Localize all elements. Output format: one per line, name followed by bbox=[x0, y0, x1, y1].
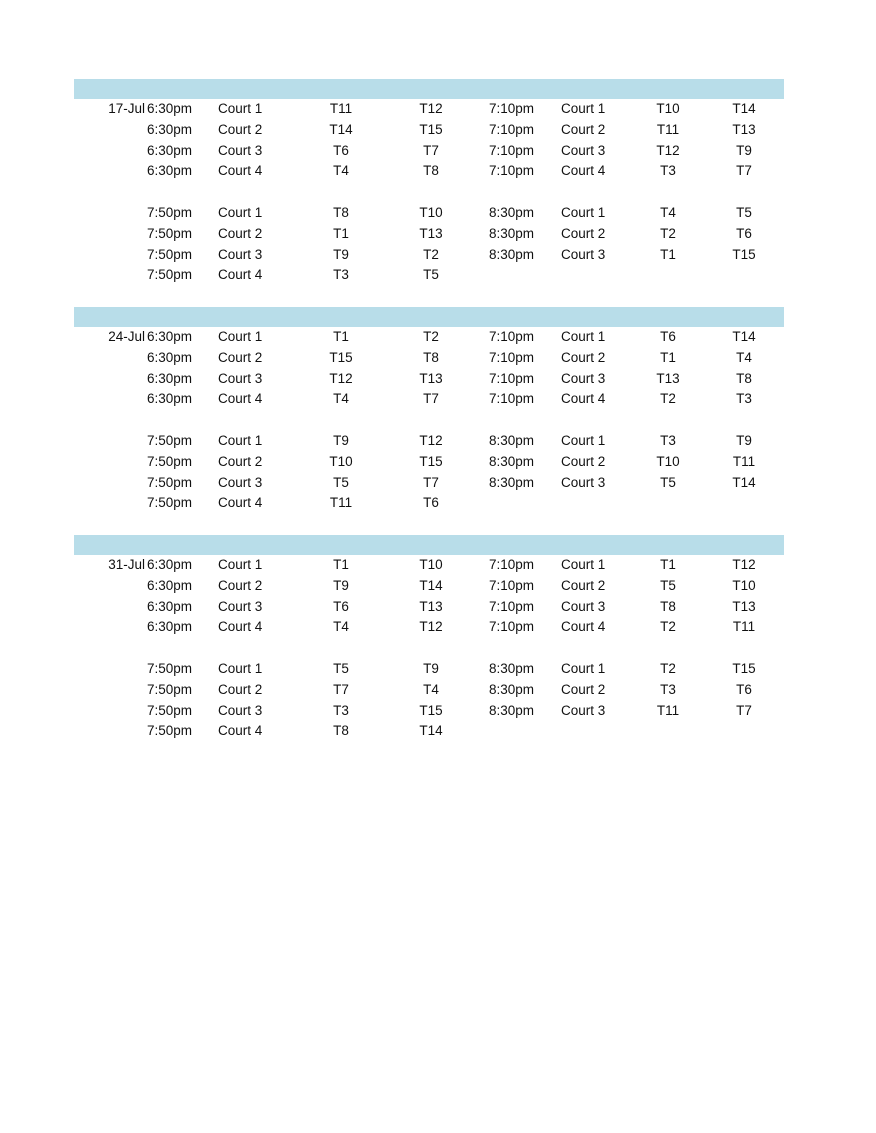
time-cell: 6:30pm bbox=[147, 370, 193, 386]
team-cell: T10 bbox=[419, 204, 443, 220]
time-cell: 7:50pm bbox=[147, 702, 193, 718]
team-cell: T14 bbox=[732, 101, 756, 116]
section-header-bar bbox=[74, 79, 784, 99]
court-cell: Court 2 bbox=[218, 121, 263, 137]
team-cell: T11 bbox=[656, 702, 680, 718]
team-cell: T9 bbox=[736, 142, 752, 158]
team-cell: T13 bbox=[419, 225, 443, 241]
team-cell: T1 bbox=[660, 246, 676, 262]
team-cell: T6 bbox=[423, 495, 439, 511]
team-cell: T13 bbox=[419, 598, 443, 614]
court-cell: Court 1 bbox=[561, 329, 606, 344]
court-cell: Court 1 bbox=[561, 557, 606, 572]
schedule-section-1 bbox=[74, 79, 784, 286]
time-cell: 7:10pm bbox=[489, 163, 535, 179]
court-cell: Court 2 bbox=[218, 349, 263, 365]
court-cell: Court 2 bbox=[561, 577, 606, 593]
team-cell: T8 bbox=[736, 370, 752, 386]
team-cell: T10 bbox=[656, 453, 680, 469]
table-row bbox=[74, 99, 784, 120]
date-cell: 24-Jul bbox=[108, 329, 145, 344]
team-cell: T4 bbox=[660, 204, 676, 220]
team-cell: T5 bbox=[736, 204, 752, 220]
team-cell: T6 bbox=[333, 142, 349, 158]
time-cell: 7:10pm bbox=[489, 370, 535, 386]
team-cell: T12 bbox=[419, 432, 443, 448]
time-cell: 8:30pm bbox=[489, 681, 535, 697]
table-row bbox=[74, 701, 784, 722]
team-cell: T13 bbox=[419, 370, 443, 386]
time-cell: 8:30pm bbox=[489, 702, 535, 718]
table-row bbox=[74, 721, 784, 742]
team-cell: T7 bbox=[423, 474, 439, 490]
team-cell: T2 bbox=[660, 225, 676, 241]
table-row bbox=[74, 161, 784, 182]
block-late bbox=[74, 203, 784, 286]
team-cell: T7 bbox=[333, 681, 349, 697]
court-cell: Court 1 bbox=[561, 660, 606, 676]
team-cell: T6 bbox=[333, 598, 349, 614]
team-cell: T6 bbox=[736, 681, 752, 697]
court-cell: Court 2 bbox=[218, 225, 263, 241]
court-cell: Court 4 bbox=[218, 163, 263, 179]
court-cell: Court 4 bbox=[218, 495, 263, 511]
table-row bbox=[74, 348, 784, 369]
court-cell: Court 3 bbox=[561, 142, 606, 158]
table-row bbox=[74, 431, 784, 452]
team-cell: T15 bbox=[419, 702, 443, 718]
time-cell: 7:10pm bbox=[489, 619, 535, 635]
time-cell: 7:10pm bbox=[489, 577, 535, 593]
table-row bbox=[74, 493, 784, 514]
court-cell: Court 1 bbox=[218, 660, 263, 676]
court-cell: Court 3 bbox=[218, 246, 263, 262]
team-cell: T11 bbox=[329, 495, 353, 511]
team-cell: T4 bbox=[736, 349, 752, 365]
time-cell: 7:50pm bbox=[147, 204, 193, 220]
team-cell: T10 bbox=[732, 577, 756, 593]
court-cell: Court 2 bbox=[561, 349, 606, 365]
team-cell: T14 bbox=[419, 723, 443, 739]
table-row bbox=[74, 389, 784, 410]
team-cell: T15 bbox=[732, 660, 756, 676]
court-cell: Court 4 bbox=[561, 163, 606, 179]
table-row bbox=[74, 203, 784, 224]
block-early bbox=[74, 555, 784, 638]
team-cell: T1 bbox=[660, 349, 676, 365]
team-cell: T2 bbox=[660, 619, 676, 635]
court-cell: Court 4 bbox=[218, 267, 263, 283]
time-cell: 6:30pm bbox=[147, 101, 193, 116]
team-cell: T2 bbox=[660, 391, 676, 407]
court-cell: Court 2 bbox=[561, 681, 606, 697]
court-cell: Court 3 bbox=[218, 142, 263, 158]
team-cell: T7 bbox=[736, 163, 752, 179]
time-cell: 7:10pm bbox=[489, 598, 535, 614]
team-cell: T10 bbox=[656, 101, 680, 116]
team-cell: T11 bbox=[732, 619, 756, 635]
spacer-row bbox=[74, 410, 784, 431]
section-header-bar bbox=[74, 535, 784, 555]
court-cell: Court 3 bbox=[561, 474, 606, 490]
team-cell: T7 bbox=[423, 391, 439, 407]
court-cell: Court 4 bbox=[561, 619, 606, 635]
time-cell: 7:50pm bbox=[147, 246, 193, 262]
table-row bbox=[74, 245, 784, 266]
table-row bbox=[74, 369, 784, 390]
team-cell: T5 bbox=[660, 577, 676, 593]
time-cell: 8:30pm bbox=[489, 246, 535, 262]
court-cell: Court 2 bbox=[218, 453, 263, 469]
team-cell: T15 bbox=[419, 121, 443, 137]
time-cell: 6:30pm bbox=[147, 121, 193, 137]
table-row bbox=[74, 680, 784, 701]
team-cell: T3 bbox=[736, 391, 752, 407]
time-cell: 8:30pm bbox=[489, 225, 535, 241]
date-cell: 17-Jul bbox=[108, 101, 145, 116]
time-cell: 7:10pm bbox=[489, 142, 535, 158]
schedule-section-2 bbox=[74, 307, 784, 514]
team-cell: T2 bbox=[423, 246, 439, 262]
table-row bbox=[74, 659, 784, 680]
team-cell: T6 bbox=[736, 225, 752, 241]
court-cell: Court 2 bbox=[218, 681, 263, 697]
table-row bbox=[74, 120, 784, 141]
team-cell: T1 bbox=[333, 557, 349, 572]
team-cell: T4 bbox=[333, 619, 349, 635]
team-cell: T13 bbox=[732, 598, 756, 614]
team-cell: T4 bbox=[333, 163, 349, 179]
court-cell: Court 4 bbox=[218, 619, 263, 635]
team-cell: T4 bbox=[333, 391, 349, 407]
team-cell: T6 bbox=[660, 329, 676, 344]
court-cell: Court 3 bbox=[561, 598, 606, 614]
table-row bbox=[74, 141, 784, 162]
team-cell: T9 bbox=[333, 432, 349, 448]
team-cell: T8 bbox=[423, 163, 439, 179]
team-cell: T7 bbox=[423, 142, 439, 158]
spacer-row bbox=[74, 638, 784, 659]
team-cell: T7 bbox=[736, 702, 752, 718]
team-cell: T9 bbox=[423, 660, 439, 676]
team-cell: T4 bbox=[423, 681, 439, 697]
team-cell: T5 bbox=[333, 474, 349, 490]
time-cell: 7:10pm bbox=[489, 349, 535, 365]
team-cell: T1 bbox=[333, 225, 349, 241]
team-cell: T9 bbox=[333, 577, 349, 593]
team-cell: T3 bbox=[660, 681, 676, 697]
team-cell: T1 bbox=[660, 557, 676, 572]
court-cell: Court 1 bbox=[561, 204, 606, 220]
team-cell: T11 bbox=[656, 121, 680, 137]
team-cell: T8 bbox=[333, 723, 349, 739]
team-cell: T14 bbox=[732, 474, 756, 490]
date-cell: 31-Jul bbox=[108, 557, 145, 572]
table-row bbox=[74, 576, 784, 597]
team-cell: T9 bbox=[333, 246, 349, 262]
team-cell: T9 bbox=[736, 432, 752, 448]
court-cell: Court 3 bbox=[561, 246, 606, 262]
court-cell: Court 1 bbox=[218, 557, 263, 572]
time-cell: 7:10pm bbox=[489, 329, 535, 344]
team-cell: T12 bbox=[656, 142, 680, 158]
team-cell: T15 bbox=[329, 349, 353, 365]
time-cell: 6:30pm bbox=[147, 557, 193, 572]
court-cell: Court 3 bbox=[218, 702, 263, 718]
schedule-section-3 bbox=[74, 535, 784, 742]
team-cell: T2 bbox=[423, 329, 439, 344]
court-cell: Court 4 bbox=[218, 391, 263, 407]
time-cell: 7:50pm bbox=[147, 432, 193, 448]
time-cell: 8:30pm bbox=[489, 660, 535, 676]
team-cell: T15 bbox=[419, 453, 443, 469]
time-cell: 7:10pm bbox=[489, 121, 535, 137]
block-late bbox=[74, 431, 784, 514]
team-cell: T5 bbox=[660, 474, 676, 490]
court-cell: Court 2 bbox=[561, 453, 606, 469]
court-cell: Court 1 bbox=[218, 432, 263, 448]
court-cell: Court 3 bbox=[218, 370, 263, 386]
block-early bbox=[74, 99, 784, 182]
time-cell: 7:50pm bbox=[147, 681, 193, 697]
time-cell: 8:30pm bbox=[489, 204, 535, 220]
time-cell: 6:30pm bbox=[147, 598, 193, 614]
team-cell: T12 bbox=[419, 619, 443, 635]
spacer-row bbox=[74, 182, 784, 203]
court-cell: Court 1 bbox=[218, 204, 263, 220]
block-early bbox=[74, 327, 784, 410]
team-cell: T14 bbox=[732, 329, 756, 344]
time-cell: 6:30pm bbox=[147, 142, 193, 158]
team-cell: T13 bbox=[732, 121, 756, 137]
court-cell: Court 1 bbox=[561, 101, 606, 116]
time-cell: 8:30pm bbox=[489, 453, 535, 469]
team-cell: T1 bbox=[333, 329, 349, 344]
time-cell: 6:30pm bbox=[147, 619, 193, 635]
court-cell: Court 3 bbox=[218, 598, 263, 614]
time-cell: 6:30pm bbox=[147, 577, 193, 593]
time-cell: 6:30pm bbox=[147, 163, 193, 179]
time-cell: 8:30pm bbox=[489, 432, 535, 448]
team-cell: T14 bbox=[329, 121, 353, 137]
time-cell: 7:50pm bbox=[147, 267, 193, 283]
time-cell: 7:50pm bbox=[147, 474, 193, 490]
court-cell: Court 1 bbox=[561, 432, 606, 448]
team-cell: T11 bbox=[329, 101, 353, 116]
block-late bbox=[74, 659, 784, 742]
court-cell: Court 1 bbox=[218, 329, 263, 344]
table-row bbox=[74, 452, 784, 473]
time-cell: 7:10pm bbox=[489, 557, 535, 572]
court-cell: Court 4 bbox=[561, 391, 606, 407]
time-cell: 6:30pm bbox=[147, 349, 193, 365]
time-cell: 6:30pm bbox=[147, 391, 193, 407]
time-cell: 7:50pm bbox=[147, 660, 193, 676]
time-cell: 7:10pm bbox=[489, 101, 535, 116]
table-row bbox=[74, 617, 784, 638]
team-cell: T3 bbox=[660, 432, 676, 448]
team-cell: T10 bbox=[419, 557, 443, 572]
team-cell: T15 bbox=[732, 246, 756, 262]
team-cell: T2 bbox=[660, 660, 676, 676]
section-header-bar bbox=[74, 307, 784, 327]
court-cell: Court 2 bbox=[561, 225, 606, 241]
table-row bbox=[74, 327, 784, 348]
team-cell: T8 bbox=[333, 204, 349, 220]
team-cell: T3 bbox=[333, 267, 349, 283]
court-cell: Court 4 bbox=[218, 723, 263, 739]
time-cell: 7:50pm bbox=[147, 723, 193, 739]
court-cell: Court 3 bbox=[561, 702, 606, 718]
table-row bbox=[74, 597, 784, 618]
team-cell: T12 bbox=[732, 557, 756, 572]
court-cell: Court 3 bbox=[561, 370, 606, 386]
time-cell: 7:50pm bbox=[147, 495, 193, 511]
table-row bbox=[74, 555, 784, 576]
team-cell: T12 bbox=[419, 101, 443, 116]
team-cell: T3 bbox=[660, 163, 676, 179]
time-cell: 7:50pm bbox=[147, 453, 193, 469]
court-cell: Court 2 bbox=[218, 577, 263, 593]
team-cell: T12 bbox=[329, 370, 353, 386]
team-cell: T5 bbox=[333, 660, 349, 676]
time-cell: 7:10pm bbox=[489, 391, 535, 407]
time-cell: 8:30pm bbox=[489, 474, 535, 490]
table-row bbox=[74, 265, 784, 286]
table-row bbox=[74, 473, 784, 494]
table-row bbox=[74, 224, 784, 245]
team-cell: T3 bbox=[333, 702, 349, 718]
team-cell: T14 bbox=[419, 577, 443, 593]
time-cell: 7:50pm bbox=[147, 225, 193, 241]
court-cell: Court 2 bbox=[561, 121, 606, 137]
time-cell: 6:30pm bbox=[147, 329, 193, 344]
team-cell: T11 bbox=[732, 453, 756, 469]
court-cell: Court 3 bbox=[218, 474, 263, 490]
team-cell: T10 bbox=[329, 453, 353, 469]
team-cell: T13 bbox=[656, 370, 680, 386]
team-cell: T5 bbox=[423, 267, 439, 283]
team-cell: T8 bbox=[660, 598, 676, 614]
team-cell: T8 bbox=[423, 349, 439, 365]
court-cell: Court 1 bbox=[218, 101, 263, 116]
